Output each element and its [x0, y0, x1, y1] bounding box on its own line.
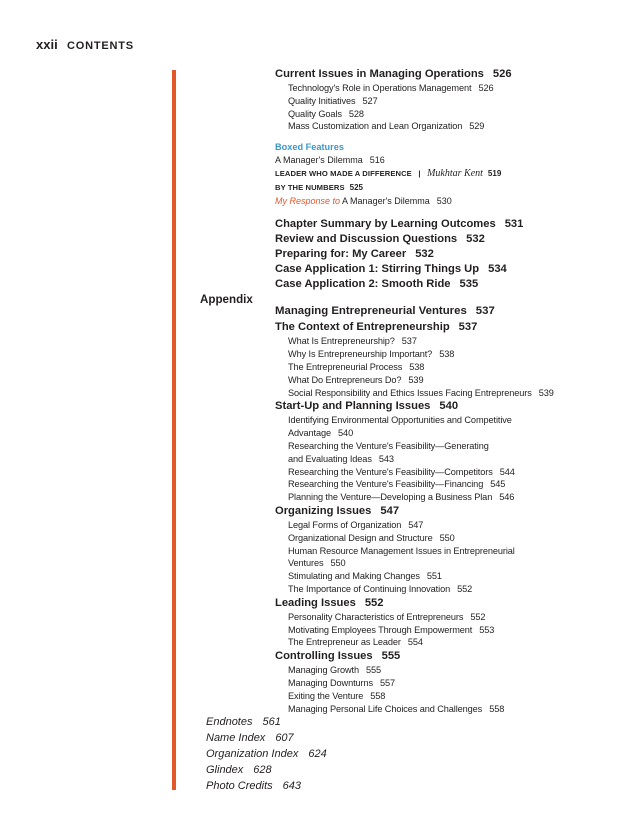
toc-entry[interactable]: Managing Downturns 557 [288, 677, 396, 688]
boxed-entry-leader[interactable]: LEADER WHO MADE A DIFFERENCE | Mukhtar Kent 519 [275, 167, 502, 179]
page-number: xxii [36, 37, 58, 52]
toc-entry[interactable]: Stimulating and Making Changes 551 [288, 571, 442, 582]
toc-entry[interactable]: Organizational Design and Structure 550 [288, 532, 455, 543]
toc-section[interactable]: Preparing for: My Career 532 [275, 248, 434, 261]
toc-column [275, 67, 615, 715]
toc-section[interactable]: Case Application 1: Stirring Things Up 534 [275, 263, 507, 276]
toc-entry[interactable]: Quality Goals 528 [288, 108, 364, 119]
boxed-entry-dilemma[interactable]: A Manager's Dilemma 516 [275, 155, 385, 166]
toc-entry[interactable]: Exiting the Venture 558 [288, 690, 386, 701]
boxed-entry-response[interactable]: My Response to A Manager's Dilemma 530 [275, 195, 452, 206]
toc-entry[interactable]: Why Is Entrepreneurship Important? 538 [288, 349, 455, 360]
boxed-entry-numbers[interactable]: BY THE NUMBERS 525 [275, 182, 363, 192]
running-header [36, 37, 134, 52]
toc-entry[interactable]: What Do Entrepreneurs Do? 539 [288, 374, 424, 385]
toc-entry[interactable]: Motivating Employees Through Empowerment 553 [288, 624, 495, 635]
toc-entry[interactable]: Personality Characteristics of Entrepreneurs 552 [288, 611, 486, 622]
end-entry[interactable]: Endnotes 561 [206, 716, 281, 728]
toc-section[interactable]: Leading Issues 552 [275, 596, 384, 609]
toc-entry[interactable]: Human Resource Management Issues in Entrepreneurial Ventures 550 [288, 545, 515, 569]
header-title: CONTENTS [67, 40, 134, 52]
end-entry[interactable]: Name Index 607 [206, 732, 294, 744]
toc-entry[interactable]: The Entrepreneurial Process 538 [288, 361, 425, 372]
end-entry[interactable]: Organization Index 624 [206, 748, 327, 760]
toc-section[interactable]: Review and Discussion Questions 532 [275, 233, 485, 246]
toc-entry[interactable]: Managing Personal Life Choices and Challenges 558 [288, 703, 505, 714]
toc-entry[interactable]: Legal Forms of Organization 547 [288, 519, 424, 530]
end-entry[interactable]: Glindex 628 [206, 764, 272, 776]
toc-entry[interactable]: Planning the Venture—Developing a Business Plan 546 [288, 492, 515, 503]
toc-entry[interactable]: The Importance of Continuing Innovation 552 [288, 583, 473, 594]
toc-entry[interactable]: Quality Initiatives 527 [288, 95, 378, 106]
toc-section[interactable]: Start-Up and Planning Issues 540 [275, 400, 459, 413]
end-entry[interactable]: Photo Credits 643 [206, 780, 302, 792]
end-matter [206, 714, 327, 794]
toc-section[interactable]: The Context of Entrepreneurship 537 [275, 321, 478, 334]
toc-section[interactable] [275, 67, 615, 82]
toc-section[interactable]: Organizing Issues 547 [275, 504, 400, 517]
toc-entry[interactable]: What Is Entrepreneurship? 537 [288, 336, 417, 347]
appendix-title[interactable]: Managing Entrepreneurial Ventures 537 [275, 305, 495, 318]
toc-section[interactable]: Chapter Summary by Learning Outcomes 531 [275, 218, 524, 231]
toc-entry[interactable]: Managing Growth 555 [288, 665, 382, 676]
section-title: Current Issues in Managing Operations [275, 68, 484, 80]
toc-entry[interactable]: Identifying Environmental Opportunities and Competitive Advantage 540 [288, 415, 512, 439]
accent-bar [172, 70, 176, 790]
toc-entry[interactable]: Researching the Venture's Feasibility—Financing 545 [288, 479, 506, 490]
section-page: 526 [492, 68, 512, 80]
toc-entry[interactable]: Mass Customization and Lean Organization 529 [288, 121, 485, 132]
toc-entry[interactable]: Social Responsibility and Ethics Issues Facing Entrepreneurs 539 [288, 387, 554, 398]
appendix-label: Appendix [200, 293, 253, 306]
toc-entry[interactable]: Researching the Venture's Feasibility—Competitors 544 [288, 466, 515, 477]
boxed-features-heading: Boxed Features [275, 142, 344, 153]
toc-entry[interactable]: Technology's Role in Operations Management 526 [288, 83, 494, 93]
toc-section[interactable]: Case Application 2: Smooth Ride 535 [275, 278, 479, 291]
toc-entry[interactable]: The Entrepreneur as Leader 554 [288, 637, 423, 648]
toc-section[interactable]: Controlling Issues 555 [275, 650, 401, 663]
toc-entry[interactable]: Researching the Venture's Feasibility—Generating and Evaluating Ideas 543 [288, 440, 489, 464]
